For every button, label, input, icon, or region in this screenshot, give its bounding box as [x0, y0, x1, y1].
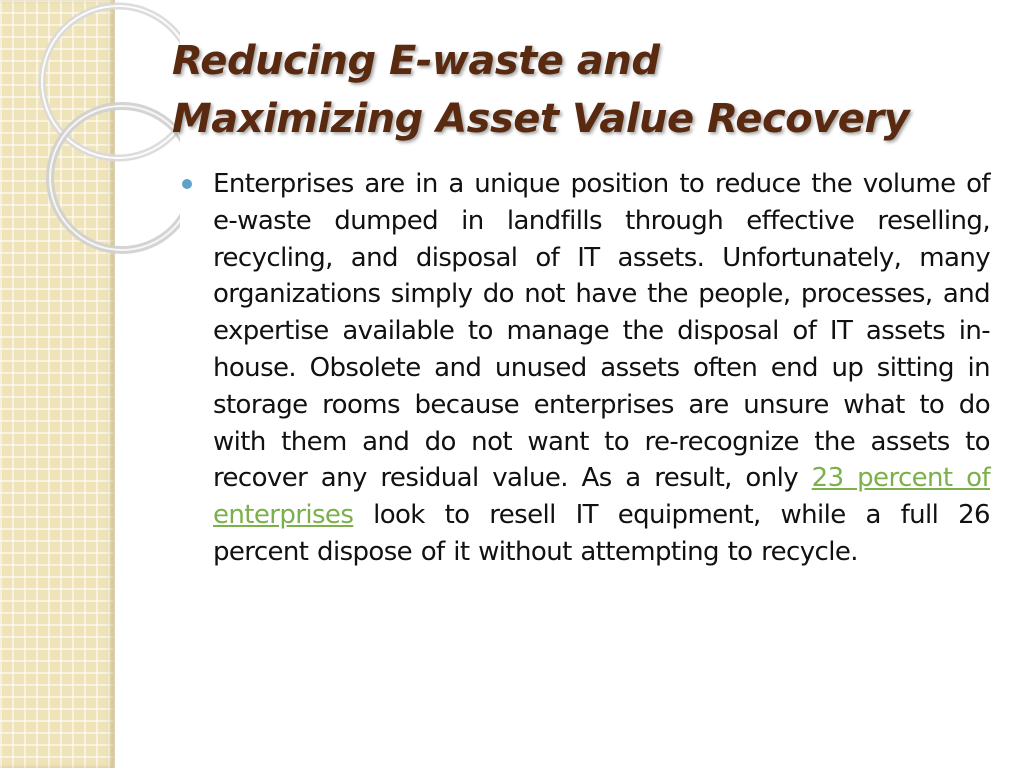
bullet-paragraph — [213, 166, 990, 571]
paragraph-text-before-link: Enterprises are in a unique position to reduce the volume of e-waste dumped in landfills through effective reselling, recycling, and disposal of IT assets. Unfortunately, many organizations simply do not have the people, processes, and expertise available to manage the disposal of IT assets in-house. Obsolete and unused assets often end up sitting in storage rooms because enterprises are unsure what to do with them and do not want to re-recognize the assets to recover any residual value. As a result, only — [213, 169, 990, 494]
title-line-1: Reducing E-waste and — [172, 38, 660, 84]
decorative-rings — [0, 0, 180, 260]
bullet-dot-icon — [182, 179, 192, 189]
statistics-link[interactable]: 23 percent of enterprises — [213, 463, 990, 531]
title-line-2: Maximizing Asset Value Recovery — [172, 96, 910, 142]
slide-title — [172, 32, 1002, 148]
paragraph-text-after-link: look to resell IT equipment, while a full 26 percent dispose of it without attempting to recycle. — [213, 500, 990, 567]
